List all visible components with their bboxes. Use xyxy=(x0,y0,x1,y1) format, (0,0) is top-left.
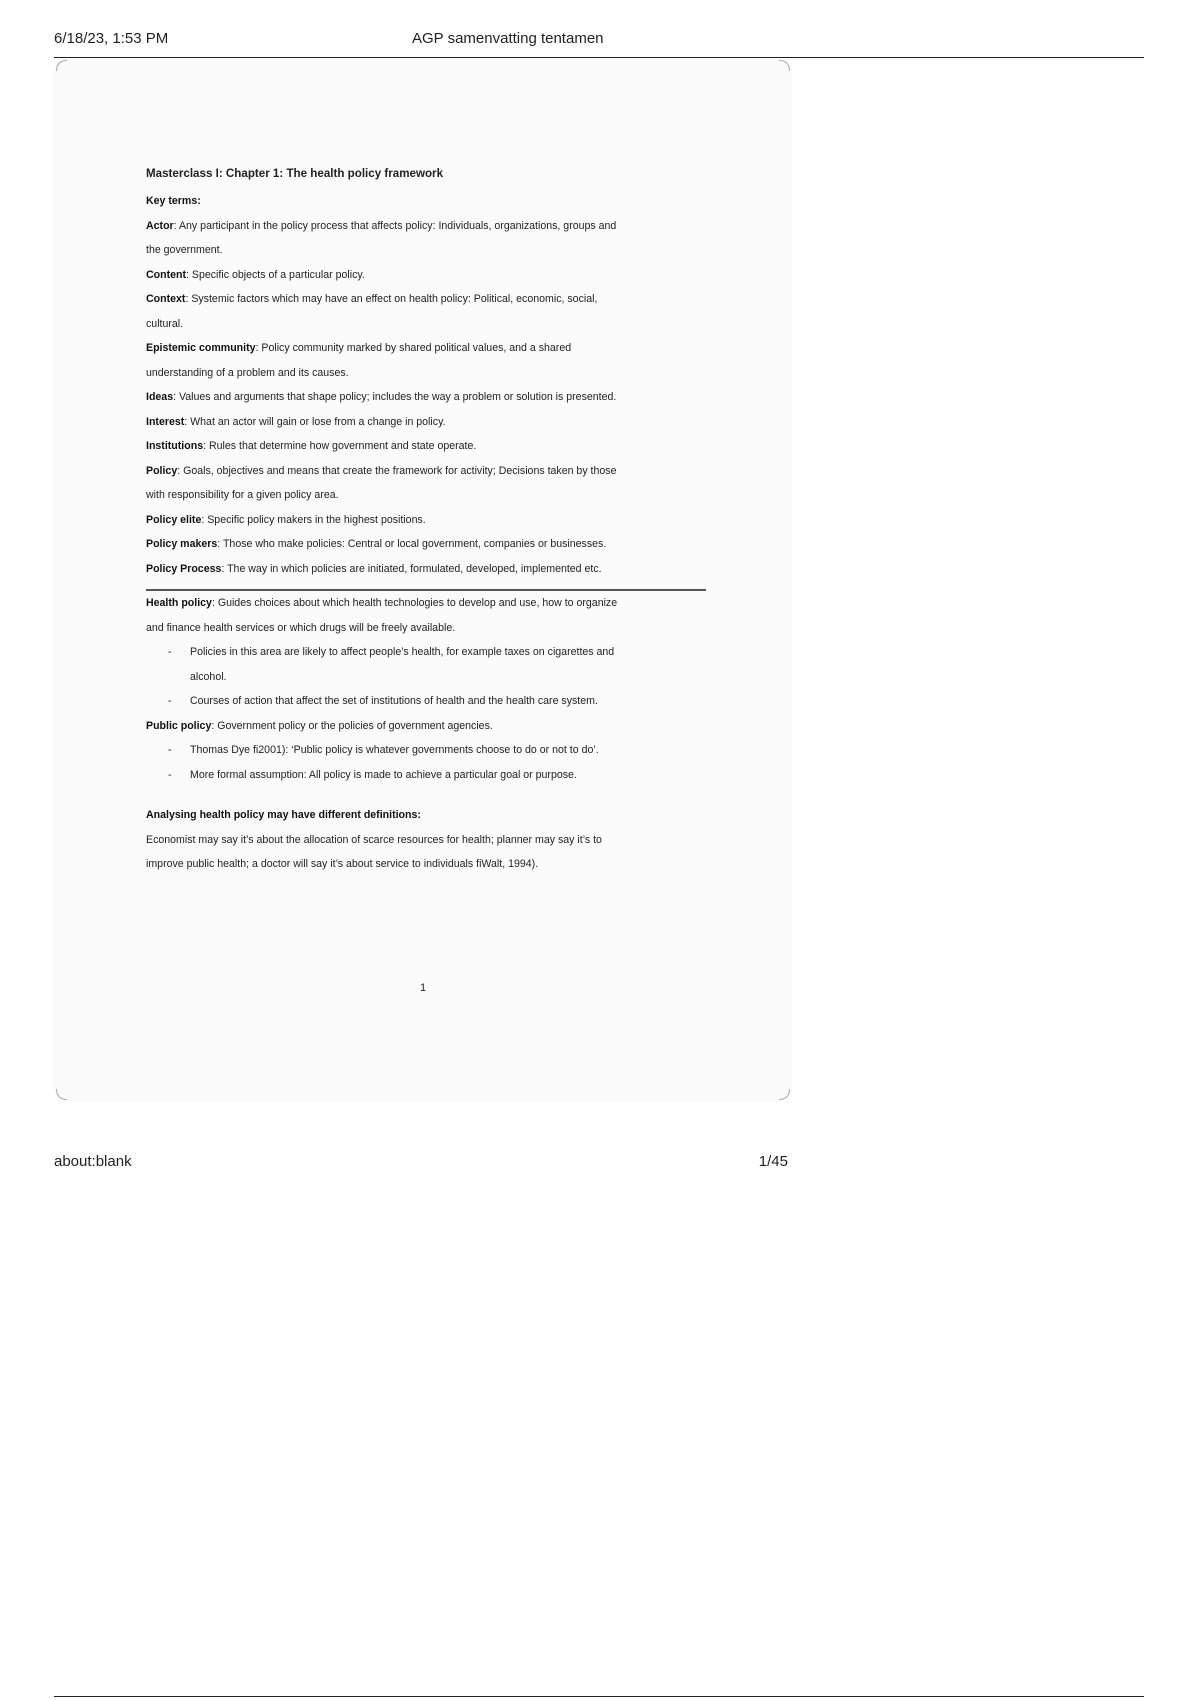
health-policy-definition: Health policy: Guides choices about which health technologies to develop and use, how to organize xyxy=(146,597,618,609)
term-content: Content: Specific objects of a particular policy. xyxy=(146,268,365,281)
list-item: - Policies in this area are likely to affect people’s health, for example taxes on cigarettes and xyxy=(168,646,615,658)
term-ideas: Ideas: Values and arguments that shape policy; includes the way a problem or solution is presented. xyxy=(146,391,617,403)
term-actor: Actor: Any participant in the policy process that affects policy: Individuals, organizations, groups and xyxy=(146,219,617,232)
page-corner xyxy=(56,60,67,71)
term-epistemic-community: Epistemic community: Policy community marked by shared political values, and a shared xyxy=(146,342,572,354)
term-policy: Policy: Goals, objectives and means that create the framework for activity; Decisions taken by those xyxy=(146,464,617,477)
term-institutions: Institutions: Rules that determine how government and state operate. xyxy=(146,440,477,452)
analysing-text-cont: improve public health; a doctor will say it’s about service to individuals fiWalt, 1994). xyxy=(146,858,539,870)
bottom-divider xyxy=(54,1696,1144,1697)
print-header xyxy=(54,30,1144,56)
term-context: Context: Systemic factors which may have an effect on health policy: Political, economic, social, xyxy=(146,293,598,305)
print-date: 6/18/23, 1:53 PM xyxy=(54,30,169,47)
term-context-cont: cultural. xyxy=(146,317,184,330)
term-policy-elite: Policy elite: Specific policy makers in the highest positions. xyxy=(146,513,426,526)
page-corner xyxy=(779,60,790,71)
term-policy-makers: Policy makers: Those who make policies: Central or local government, companies or businesses. xyxy=(146,538,607,550)
page-corner xyxy=(56,1089,67,1100)
document-heading: Masterclass I: Chapter 1: The health policy framework xyxy=(146,167,444,180)
list-item-cont: alcohol. xyxy=(190,670,227,683)
analysing-text: Economist may say it’s about the allocation of scarce resources for health; planner may say it’s to xyxy=(146,833,602,846)
term-policy-cont: with responsibility for a given policy area. xyxy=(146,489,339,501)
public-policy-definition: Public policy: Government policy or the policies of government agencies. xyxy=(146,719,493,732)
page-corner xyxy=(779,1089,790,1100)
health-policy-definition-cont: and finance health services or which drugs will be freely available. xyxy=(146,621,456,634)
header-divider xyxy=(54,57,1144,58)
print-url: about:blank xyxy=(54,1153,132,1170)
spacer xyxy=(146,787,706,803)
term-actor-cont: the government. xyxy=(146,244,223,256)
term-policy-process: Policy Process: The way in which policies are initiated, formulated, developed, implemented etc. xyxy=(146,562,602,575)
term-epistemic-community-cont: understanding of a problem and its causes. xyxy=(146,366,349,379)
document-page xyxy=(56,60,790,1100)
print-title: AGP samenvatting tentamen xyxy=(412,30,604,47)
key-terms-label: Key terms: xyxy=(146,195,201,207)
list-item: - Courses of action that affect the set of institutions of health and the health care system. xyxy=(168,695,598,707)
term-interest: Interest: What an actor will gain or lose from a change in policy. xyxy=(146,415,446,428)
document-body xyxy=(146,162,706,877)
print-footer xyxy=(54,1153,788,1175)
list-item: - More formal assumption: All policy is made to achieve a particular goal or purpose. xyxy=(168,768,577,781)
list-item: - Thomas Dye fi2001): ‘Public policy is whatever governments choose to do or not to do’. xyxy=(168,744,599,756)
print-page-count: 1/45 xyxy=(758,1153,788,1170)
analysing-heading: Analysing health policy may have different definitions: xyxy=(146,809,421,821)
page-number: 1 xyxy=(419,982,427,994)
